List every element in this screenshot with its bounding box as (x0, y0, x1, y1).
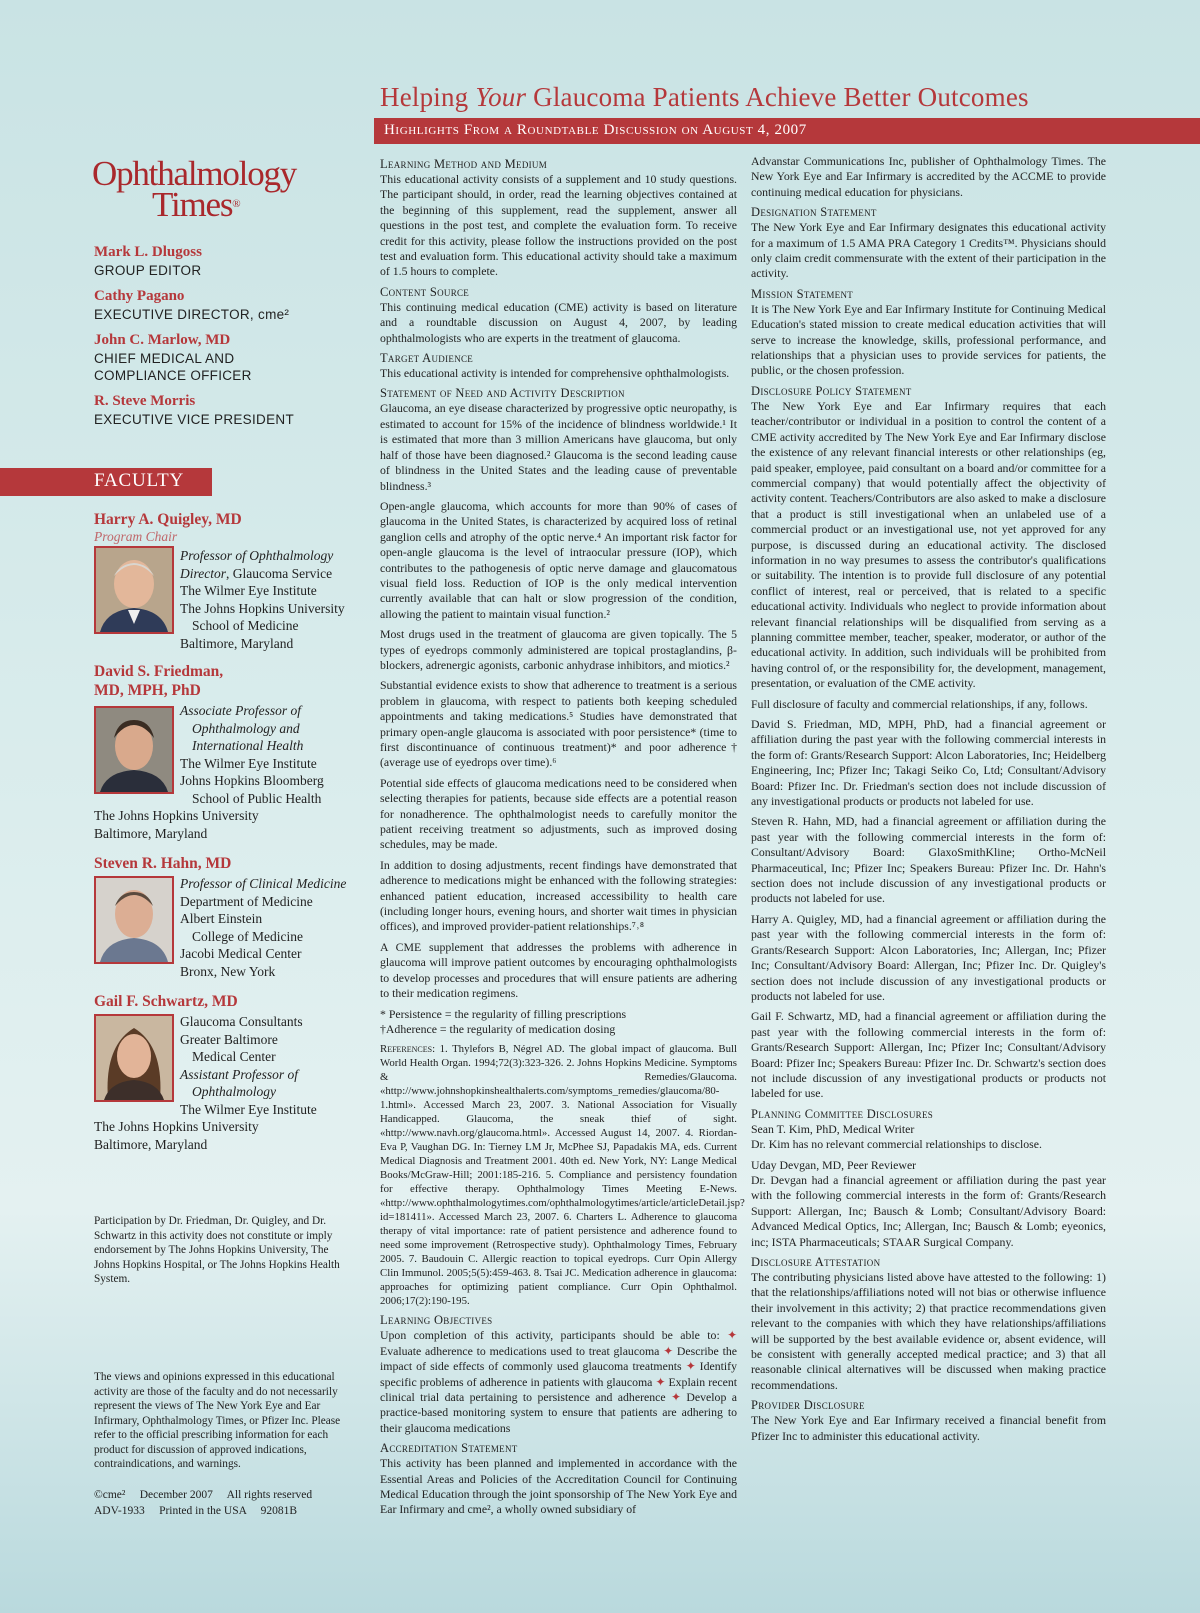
section-heading: Provider Disclosure (751, 1398, 865, 1413)
footnote: †Adherence = the regularity of medication dosing (380, 1021, 616, 1036)
faculty-heading: FACULTY (94, 470, 185, 491)
logo-line2: Times (152, 185, 233, 224)
faculty-subtitle: Program Chair (94, 529, 178, 544)
faculty-line: Department of Medicine (180, 893, 313, 909)
disclosure-friedman: David S. Friedman, MD, MPH, PhD, had a financial agreement or affiliation during the past year with the following commercial interests in the form of: Grants/Research Support: Alcon Laboratories, Inc; Heidelberg Engineering, Inc; Pfizer Inc; Takagi Seiko Co, Ltd; Consultant/Advisory Board: Pfizer Inc. Dr. Friedman's section does not include discussion of any investigational products or products not labeled for use. (751, 717, 1106, 809)
bullet-icon: ✦ (671, 1389, 681, 1404)
footnote: * Persistence = the regularity of filling prescriptions (380, 1006, 627, 1021)
staff-role: EXECUTIVE DIRECTOR, cme² (94, 307, 290, 322)
staff-name: Cathy Pagano (94, 288, 185, 304)
faculty-member (94, 854, 366, 986)
faculty-line: Baltimore, Maryland (94, 1136, 208, 1152)
faculty-line: Associate Professor of (180, 703, 301, 718)
section-heading: Disclosure Attestation (751, 1255, 881, 1269)
disclosure-schwartz: Gail F. Schwartz, MD, had a financial agreement or affiliation during the past year with the following commercial interests in the form of: Grants/Research Support: Allergan, Inc; Pfizer Inc; Consultant/Advisory Board: Pfizer Inc; Speakers Bureau: Pfizer Inc. Dr. Schwartz's section does not include discussion of any investigational products or products not labeled for use. (751, 1009, 1106, 1101)
section-heading: Learning Objectives (380, 1313, 493, 1328)
middle-column (380, 154, 745, 1523)
need-paragraph: Potential side effects of glaucoma medications need to be considered when selecting therapies for patients, because side effects are a potential reason for nonadherence. The ophthalmologist needs to carefully monitor the patient receiving treatment so adjustments, such as improved dosing schedules, may be made. (380, 775, 737, 852)
staff-list (94, 243, 354, 436)
print-code-line: ADV-1933 Printed in the USA 92081B (94, 1505, 298, 1517)
objectives-intro: Upon completion of this activity, participants should be able to: (380, 1328, 720, 1343)
faculty-line: Johns Hopkins Bloomberg (180, 773, 324, 788)
section-heading: Content Source (380, 284, 470, 299)
staff-name: R. Steve Morris (94, 393, 196, 409)
faculty-line: Medical Center (192, 1049, 276, 1064)
views-disclaimer: The views and opinions expressed in this educational activity are those of the faculty and do not necessarily represent the views of The New York Eye and Ear Infirmary, Ophthalmology Times, or Pfizer Inc. Please refer to the official prescribing information for each product for discussion of approved indications, contraindications, and warnings. (94, 1371, 341, 1470)
objective-item: Develop a practice-based monitoring system to ensure that patients are adhering to their glaucoma medications (380, 1389, 738, 1435)
title-post: Glaucoma Patients Achieve Better Outcomes (526, 82, 1029, 112)
faculty-member (94, 510, 366, 660)
logo-line1: Ophthalmology (92, 154, 297, 193)
staff-role: EXECUTIVE VICE PRESIDENT (94, 412, 294, 427)
faculty-line: Greater Baltimore (180, 1031, 278, 1047)
faculty-name-cont: MD, MPH, PhD (94, 682, 201, 699)
faculty-line: Jacobi Medical Center (180, 946, 302, 961)
faculty-name: Gail F. Schwartz, MD (94, 993, 238, 1010)
faculty-line: Professor of Clinical Medicine (180, 876, 347, 891)
faculty-photo (94, 546, 174, 634)
faculty-line: Ophthalmology and (192, 720, 300, 736)
faculty-list (94, 510, 366, 1152)
ophthalmology-times-logo (92, 154, 312, 224)
faculty-photo (94, 706, 174, 794)
need-paragraph: In addition to dosing adjustments, recent findings have demonstrated that adherence to medications might be enhanced with the following strategies: enhanced patient education, increased accessibility to health care (including longer hours, evening hours, and shorter wait times in physician offices), and improved provider-patient relationships.⁷˒⁸ (380, 857, 737, 934)
section-heading: Accreditation Statement (380, 1441, 518, 1456)
faculty-line: The Wilmer Eye Institute (180, 583, 317, 598)
faculty-line: Ophthalmology (192, 1084, 276, 1099)
disclosure-quigley: Harry A. Quigley, MD, had a financial agreement or affiliation during the past year with the following commercial interests in the form of: Grants/Research Support: Alcon Laboratories, Inc; Allergan, Inc; Pfizer Inc; Consultant/Advisory Board: Allergan, Inc; Pfizer Inc. Dr. Quigley's section does not include discussion of any investigational products or products not labeled for use. (751, 911, 1106, 1003)
staff-role: CHIEF MEDICAL AND COMPLIANCE OFFICER (94, 351, 252, 383)
faculty-name: Harry A. Quigley, MD (94, 511, 242, 528)
section-heading: Target Audience (380, 351, 474, 366)
bullet-icon: ✦ (655, 1374, 666, 1389)
faculty-line: Glaucoma Consultants (180, 1014, 303, 1029)
section-heading: Designation Statement (751, 205, 877, 220)
faculty-line: Albert Einstein (180, 911, 263, 926)
faculty-photo (94, 1014, 174, 1102)
objectives-text (380, 1328, 737, 1436)
faculty-line: The Wilmer Eye Institute (180, 755, 317, 771)
section-heading: Mission Statement (751, 286, 854, 301)
faculty-line: Baltimore, Maryland (94, 825, 208, 841)
faculty-line: Professor of Ophthalmology (180, 548, 334, 563)
need-paragraph: Open-angle glaucoma, which accounts for more than 90% of cases of glaucoma in the United States, is characterized by acquired loss of retinal ganglion cells and atrophy of the optic nerve.⁴ An important risk factor for open-angle glaucoma is the level of intraocular pressure (IOP), which contributes to the pathogenesis of optic nerve damage and glaucomatous visual field loss. Reduction of IOP is the only medical intervention currently available that can halt or slow progression of the condition, allowing the patient to maintain visual function.² (380, 498, 737, 621)
faculty-line: The Johns Hopkins University (94, 1119, 259, 1134)
faculty-line: School of Medicine (192, 618, 299, 633)
full-disclosure-text: Full disclosure of faculty and commercial relationships, if any, follows. (751, 696, 1088, 711)
copyright-line: ©cme² December 2007 All rights reserved (94, 1489, 313, 1501)
designation-text: The New York Eye and Ear Infirmary designates this educational activity for a maximum of 1.5 AMA PRA Category 1 Credits™. Physicians should only claim credit commensurate with the extent of their participation in the activity. (751, 220, 1106, 281)
faculty-line: Baltimore, Maryland (180, 635, 294, 651)
accreditation-cont: Advanstar Communications Inc, publisher of Ophthalmology Times. The New York Eye and Ear Infirmary is accredited by the ACCME to provide continuing medical education for physicians. (751, 154, 1106, 199)
target-audience-text: This educational activity is intended for comprehensive ophthalmologists. (380, 366, 730, 381)
title-emphasis: Your (475, 82, 527, 112)
planning-member-name: Uday Devgan, MD, Peer Reviewer (751, 1157, 917, 1172)
faculty-line: School of Public Health (192, 790, 322, 806)
disclosure-policy-text: The New York Eye and Ear Infirmary requires that each teacher/contributor or individual in a position to control the content of a CME activity accredited by The New York Eye and Ear Infirmary disclose the existence of any relevant financial interests or other relationships (eg, paid speaker, employee, paid consultant on a board and/or committee for a commercial company) that would potentially affect the objectivity of activity content. Teachers/Contributors are also asked to make a disclosure that a product is still investigational when an unlabeled use of a commercial product or an investigational use, not yet approved for any purpose, is discussed during an educational activity. The disclosed information in no way presumes to assess the contributor's qualifications or suitability. The intention is to provide full disclosure of any potential conflict of interest, real or perceived, that is related to a specific educational activity. Individuals who neglect to provide information about relevant financial relationships will be disqualified from serving as a planning committee member, teacher, speaker, moderator, or author of the educational activity. In addition, such individuals will be prohibited from having control of, or the responsibility for, the development, management, presentation, or evaluation of the CME activity. (751, 398, 1106, 691)
staff-name: John C. Marlow, MD (94, 332, 231, 348)
section-heading: Disclosure Policy Statement (751, 383, 912, 398)
faculty-line: The Wilmer Eye Institute (180, 1101, 317, 1117)
references-text: 1. Thylefors B, Négrel AD. The global impact of glaucoma. Bull World Health Organ. 1994;72(3):323-326. 2. Johns Hopkins Medicine. Symptoms & Remedies/Glaucoma. «http://www.johnshopkinshealthalerts.com/symptoms_remedies/glaucoma/80-1.html». Accessed March 23, 2007. 3. National Association for Visually Handicapped. Glaucoma, the sneak thief of sight. «http://www.navh.org/glaucoma.html». Accessed August 14, 2007. 4. Riordan-Eva P, Vaughan DG. In: Tierney LM Jr, McPhee SJ, Papadakis MA, eds. Current Medical Diagnosis and Treatment 2001. 40th ed. New York, NY: Lange Medical Books/McGraw-Hill; 2001:185-216. 5. Compliance and persistency foundation for effective therapy. Ophthalmology Times Meeting E-News. «http://www.ophthalmologytimes.com/ophthalmologytimes/article/articleDetail.jsp?id=181411». Accessed March 23, 2007. 6. Charters L. Adherence to glaucoma therapy of vital importance: rate of patient persistence and adherence found to need some improvement (Retrospective study). Ophthalmology Times, February 2005. 7. Baudouin C. Allergic reaction to topical eyedrops. Curr Opin Allergy Clin Immunol. 2005;5(5):459-463. 8. Tsai JC. Medication adherence in glaucoma: approaches for optimizing patient compliance. Curr Opin Ophthalmol. 2006;17(2):190-195. (380, 1043, 745, 1308)
provider-text: The New York Eye and Ear Infirmary received a financial benefit from Pfizer Inc to administer this educational activity. (751, 1413, 1106, 1443)
faculty-member (94, 662, 366, 844)
mission-text: It is The New York Eye and Ear Infirmary Institute for Continuing Medical Education's stated mission to create medical education activities that will serve to increase the knowledge, skills, professional performance, and relationships that a physician uses to provide services for patients, the public, or the chosen profession. (751, 301, 1106, 378)
need-paragraph: Glaucoma, an eye disease characterized by progressive optic neuropathy, is estimated to account for 15% of the incidence of blindness worldwide.¹ It is estimated that more than 3 million Americans have glaucoma, but only half of those have been diagnosed.² Glaucoma is the second leading cause of blindness in the United States and the leading cause of preventable blindness.³ (380, 401, 737, 493)
footer-info (94, 1487, 356, 1519)
references-label: References: (380, 1043, 436, 1056)
learning-method-text: This educational activity consists of a supplement and 10 study questions. The participant should, in order, read the learning objectives contained at the beginning of this supplement, read the supplement, answer all questions in the post test, and complete the evaluation form. To receive credit for this activity, please follow the instructions provided on the post test and evaluation form. This educational activity should take a maximum of 1.5 hours to complete. (380, 172, 737, 279)
section-heading: Learning Method and Medium (380, 157, 548, 171)
page-title (380, 82, 1190, 113)
faculty-line: Bronx, New York (180, 963, 276, 979)
right-column (751, 154, 1106, 1449)
objective-item: Identify specific problems of adherence in patients with glaucoma (380, 1359, 737, 1389)
disclosure-hahn: Steven R. Hahn, MD, had a financial agreement or affiliation during the past year with the following commercial interests in the form of: Consultant/Advisory Board: GlaxoSmithKline; Ortho-McNeil Pharmaceutical, Inc; Pfizer Inc; Speakers Bureau: Pfizer Inc. Dr. Hahn's section does not include discussion of any investigational products or products not labeled for use. (751, 814, 1106, 906)
page-subtitle: Highlights From a Roundtable Discussion on August 4, 2007 (384, 122, 807, 138)
staff-role: GROUP EDITOR (94, 263, 202, 278)
need-paragraph: Substantial evidence exists to show that adherence to treatment is a serious problem in glaucoma, with respect to patients both keeping scheduled appointments and taking medications.⁵ Studies have demonstrated that primary open-angle glaucoma is associated with poor persistence* (time to first discontinuance of continuous treatment)* and poor adherence† (average use of eyedrops over time).⁶ (380, 678, 737, 770)
objective-item: Evaluate adherence to medications used to treat glaucoma (380, 1343, 660, 1358)
section-heading: Planning Committee Disclosures (751, 1106, 934, 1121)
bullet-icon: ✦ (727, 1328, 738, 1343)
faculty-line: College of Medicine (192, 928, 303, 944)
content-source-text: This continuing medical education (CME) activity is based on literature and a roundtable discussion on August 4, 2007, by leading ophthalmologists who are experts in the treatment of glaucoma. (380, 299, 737, 345)
faculty-line: Director, Glaucoma Service (180, 565, 333, 581)
title-pre: Helping (380, 82, 476, 112)
faculty-name: Steven R. Hahn, MD (94, 855, 232, 872)
bullet-icon: ✦ (685, 1359, 696, 1374)
bullet-icon: ✦ (663, 1343, 674, 1358)
planning-member-text: Dr. Devgan had a financial agreement or affiliation during the past year with the following commercial interests in the form of: Grants/Research Support: Allergan, Inc; Bausch & Lomb; Consultant/Advisory Board: Advanced Medical Optics, Inc; Allergan, Inc; Bausch & Lomb; eyeonics, inc; ISTA Pharmaceuticals; STAAR Surgical Company. (751, 1172, 1106, 1249)
objective-item: Describe the impact of side effects of commonly used glaucoma treatments (380, 1343, 737, 1374)
faculty-photo (94, 876, 174, 964)
participation-disclaimer: Participation by Dr. Friedman, Dr. Quigley, and Dr. Schwartz in this activity does not constitute or imply endorsement by The Johns Hopkins University, The Johns Hopkins Hospital, or The Johns Hopkins Health System. (94, 1215, 340, 1285)
need-paragraph: A CME supplement that addresses the problems with adherence in glaucoma will improve patient outcomes by encouraging ophthalmologists to develop processes and procedures that will ensure patients are adhering to their medication regimens. (380, 939, 737, 1001)
section-heading: Statement of Need and Activity Description (380, 386, 625, 401)
faculty-member (94, 992, 366, 1152)
planning-member-name: Sean T. Kim, PhD, Medical Writer (751, 1121, 915, 1136)
faculty-name: David S. Friedman, (94, 663, 224, 680)
planning-member-text: Dr. Kim has no relevant commercial relationships to disclose. (751, 1137, 1042, 1152)
faculty-line: International Health (192, 738, 304, 753)
faculty-line: Assistant Professor of (180, 1066, 299, 1082)
faculty-line: The Johns Hopkins University (94, 808, 259, 823)
staff-name: Mark L. Dlugoss (94, 244, 202, 260)
references (380, 1042, 745, 1308)
need-paragraph: Most drugs used in the treatment of glaucoma are given topically. The 5 types of eyedrops commonly administered are topical prostaglandins, β-blockers, adrenergic agonists, carbonic anhydrase inhibitors, and miotics.² (380, 627, 737, 672)
accreditation-text: This activity has been planned and implemented in accordance with the Essential Areas and Policies of the Accreditation Council for Continuing Medical Education through the joint sponsorship of The New York Eye and Ear Infirmary and cme², a wholly owned subsidiary of (380, 1456, 737, 1517)
attestation-text: The contributing physicians listed above have attested to the following: 1) that the relationships/affiliations noted will not bias or otherwise influence their involvement in this activity; 2) that practice recommendations given relevant to the companies with which they have relationships/affiliations will be supported by the best available evidence or, absent evidence, will be consistent with generally accepted medical practice; and 3) that all reasonable clinical alternatives will be discussed when making practice recommendations. (751, 1270, 1106, 1392)
registered-mark: ® (232, 198, 241, 210)
objective-item: Explain recent clinical trial data pertaining to persistence and adherence (380, 1374, 738, 1404)
faculty-line: The Johns Hopkins University (180, 600, 345, 616)
